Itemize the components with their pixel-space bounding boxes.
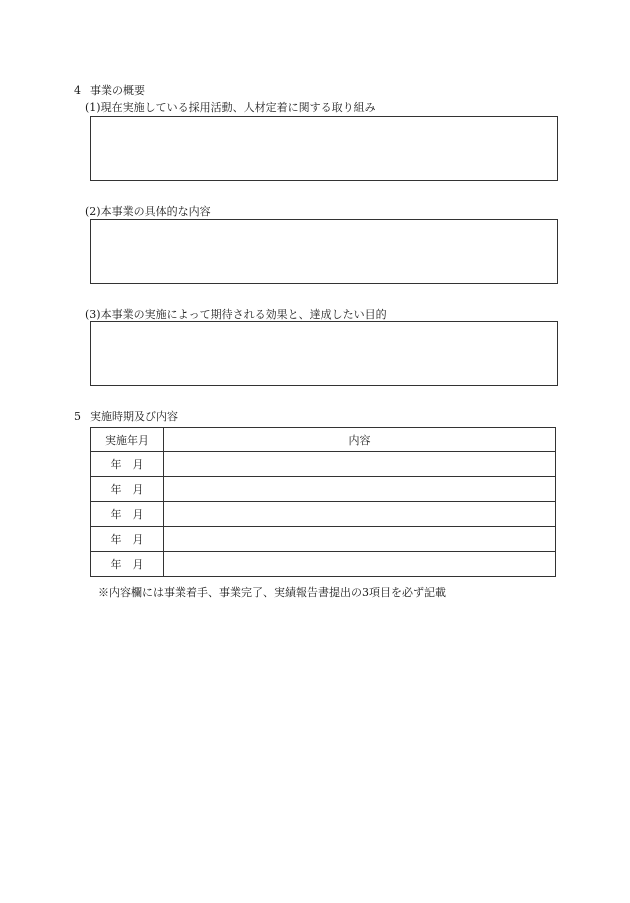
content-cell[interactable] [164, 502, 556, 527]
content-cell[interactable] [164, 477, 556, 502]
date-cell[interactable]: 年 月 [91, 502, 164, 527]
item-3-label: (3)本事業の実施によって期待される効果と、達成したい目的 [85, 308, 387, 321]
date-cell[interactable]: 年 月 [91, 477, 164, 502]
date-cell[interactable]: 年 月 [91, 527, 164, 552]
table-note: ※内容欄には事業着手、事業完了、実績報告書提出の3項目を必ず記載 [98, 586, 446, 599]
section-4-number: 4 [74, 84, 81, 97]
table-row [91, 502, 556, 527]
content-cell[interactable] [164, 527, 556, 552]
item-2-label: (2)本事業の具体的な内容 [85, 205, 211, 218]
item-3-textbox[interactable] [90, 321, 558, 386]
table-row [91, 452, 556, 477]
content-cell[interactable] [164, 452, 556, 477]
section-4-title: 事業の概要 [90, 84, 145, 97]
table-row [91, 527, 556, 552]
section-5-title: 実施時期及び内容 [90, 410, 178, 423]
section-4-heading [74, 82, 145, 98]
item-1-label: (1)現在実施している採用活動、人材定着に関する取り組み [85, 101, 376, 114]
item-2-textbox[interactable] [90, 219, 558, 284]
table-header-row [91, 428, 556, 452]
table-row [91, 477, 556, 502]
date-cell[interactable]: 年 月 [91, 452, 164, 477]
item-1-textbox[interactable] [90, 116, 558, 181]
table-row [91, 552, 556, 577]
section-5-number: 5 [74, 410, 81, 423]
section-5-heading [74, 408, 178, 424]
date-cell[interactable]: 年 月 [91, 552, 164, 577]
header-date: 実施年月 [91, 428, 164, 452]
content-cell[interactable] [164, 552, 556, 577]
schedule-table [90, 427, 556, 577]
header-content: 内容 [164, 428, 556, 452]
